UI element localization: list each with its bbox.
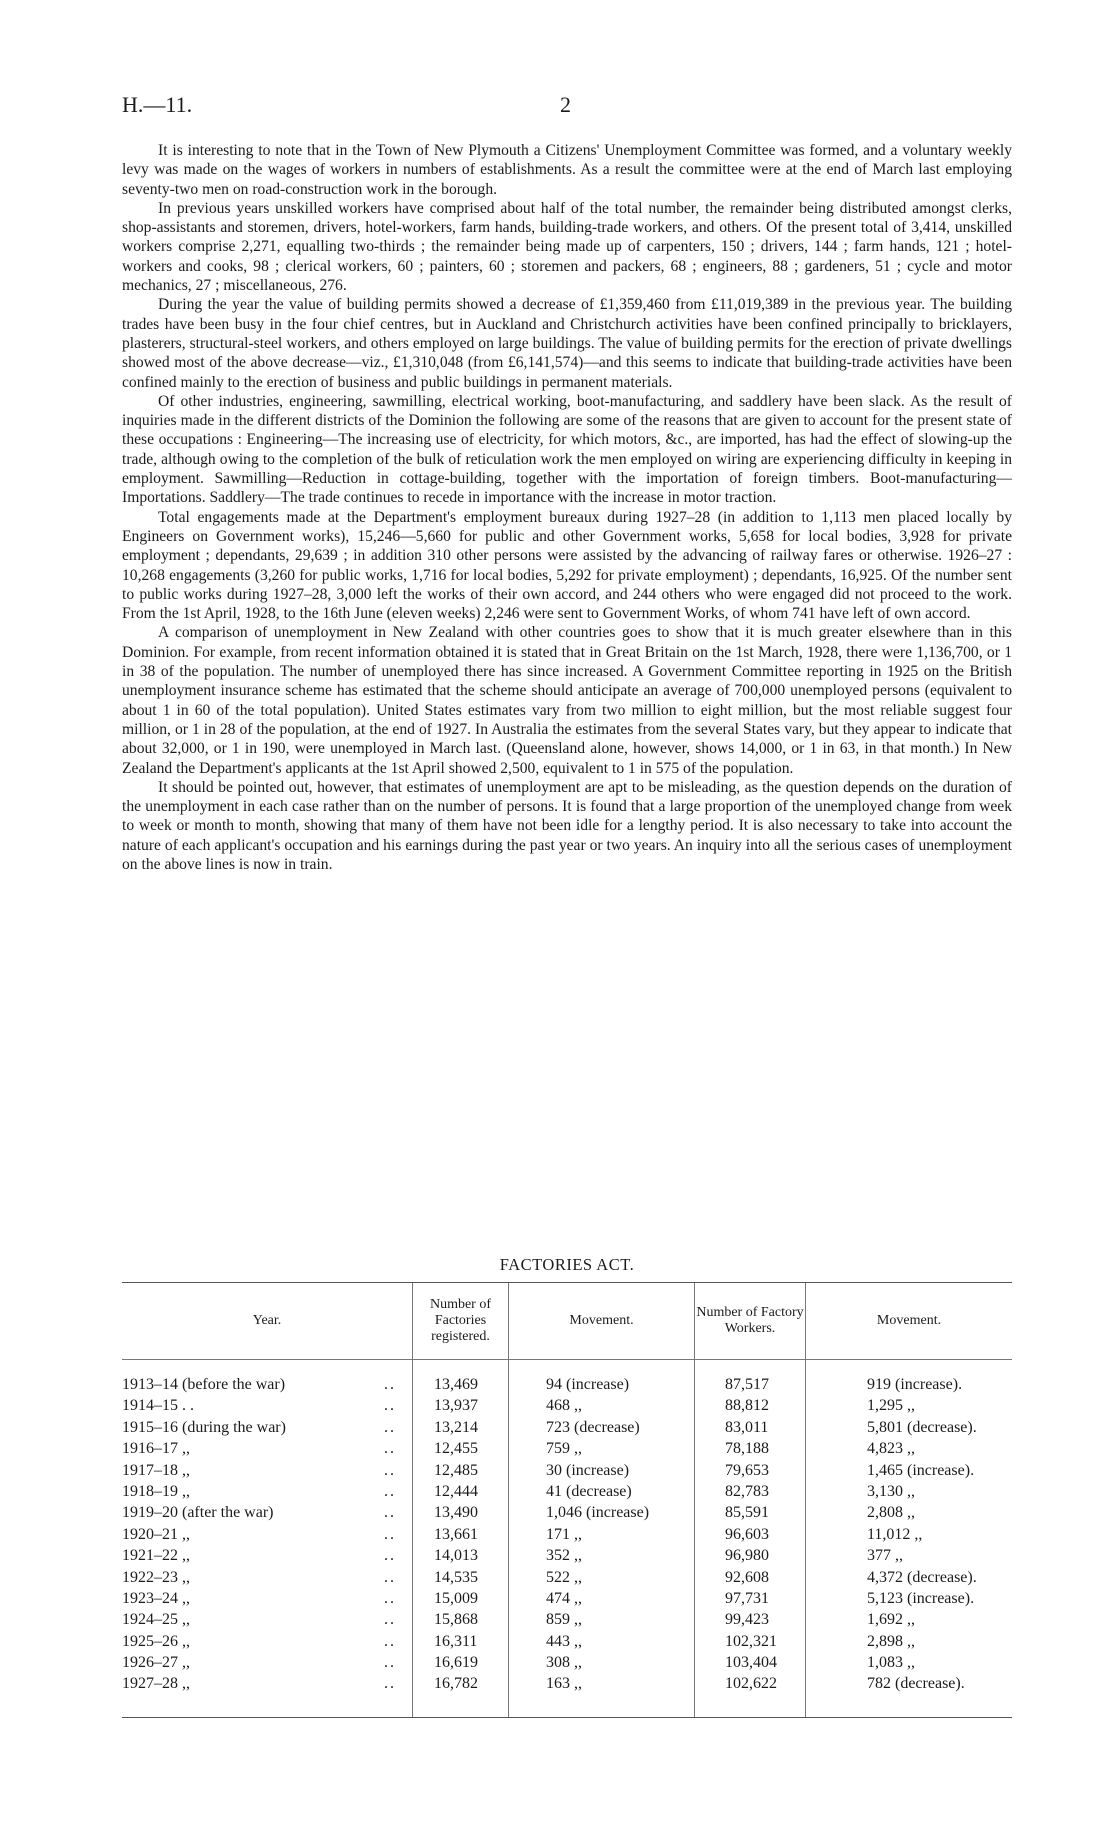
cell-movement-workers: 4,372 (decrease).: [867, 1568, 977, 1586]
table-row: [122, 1417, 1012, 1438]
cell-workers: 92,608: [725, 1568, 769, 1586]
cell-leader-dots: ..: [384, 1547, 396, 1565]
paragraph-unskilled-workers: In previous years unskilled workers have comprised about half of the total number, the remainder being distributed amongst clerks, shop-assistants and storemen, drivers, hotel-workers, farm hands, building-trade workers, and others. Of the present total of 3,414, unskilled workers comprise 2,271, equalling two-thirds ; the remainder being made up of carpenters, 150 ; drivers, 144 ; farm hands, 121 ; hotel-workers and cooks, 98 ; clerical workers, 60 ; painters, 60 ; storemen and packers, 68 ; engineers, 88 ; gardeners, 51 ; cycle and motor mechanics, 27 ; miscellaneous, 276.: [122, 199, 1012, 295]
cell-movement-workers: 11,012 ,,: [867, 1525, 923, 1543]
cell-movement-workers: 782 (decrease).: [867, 1675, 965, 1693]
cell-workers: 83,011: [725, 1418, 769, 1436]
cell-factories: 16,782: [434, 1675, 478, 1693]
cell-movement-workers: 5,123 (increase).: [867, 1589, 975, 1607]
table-row: [122, 1673, 1012, 1694]
cell-workers: 96,603: [725, 1525, 769, 1543]
cell-movement-workers: 1,083 ,,: [867, 1654, 915, 1672]
cell-movement-factories: 723 (decrease): [546, 1418, 640, 1436]
cell-leader-dots: ..: [384, 1440, 396, 1458]
cell-movement-workers: 919 (increase).: [867, 1376, 963, 1393]
cell-leader-dots: ..: [384, 1482, 396, 1500]
page-number: 2: [560, 92, 571, 117]
cell-factories: 15,009: [434, 1589, 478, 1607]
cell-leader-dots: ..: [384, 1611, 396, 1629]
cell-year: 1913–14 (before the war): [122, 1376, 286, 1393]
paragraph-other-industries: Of other industries, engineering, sawmilling, electrical working, boot-manufacturing, and saddlery have been slack. As the result of inquiries made in the different districts of the Dominion the following are some of the reasons that are given to account for the present state of these occupations : Engineering—The increasing use of electricity, for which motors, &c., are imported, has had the effect of slowing-up the trade, although owing to the completion of the bulk of reticulation work the men employed on wiring are experiencing difficulty in keeping in employment. Sawmilling—Reduction in cottage-building, together with the importation of foreign timbers. Boot-manufacturing—Importations. Saddlery—The trade continues to recede in importance with the increase in motor traction.: [122, 392, 1012, 507]
paragraph-estimates: It should be pointed out, however, that estimates of unemployment are apt to be misleading, as the question depends on the duration of the unemployment in each case rather than on the number of persons. It is found that a large proportion of the unemployed change from week to week or month to month, showing that many of them have not been idle for a lengthy period. It is also necessary to take into account the nature of each applicant's occupation and his earnings during the past year or two years. An inquiry into all the serious cases of unemployment on the above lines is now in train.: [122, 778, 1012, 873]
cell-workers: 102,622: [725, 1675, 777, 1693]
cell-movement-factories: 30 (increase): [546, 1461, 630, 1479]
cell-factories: 16,619: [434, 1654, 478, 1672]
cell-year: 1923–24 ,,: [122, 1589, 190, 1607]
cell-leader-dots: ..: [384, 1568, 396, 1586]
cell-movement-factories: 859 ,,: [546, 1611, 582, 1629]
table-body: [122, 1360, 1012, 1717]
cell-year: 1924–25 ,,: [122, 1611, 190, 1629]
cell-movement-workers: 2,898 ,,: [867, 1632, 915, 1650]
cell-factories: 14,013: [434, 1547, 478, 1565]
table-row: [122, 1502, 1012, 1523]
cell-workers: 85,591: [725, 1504, 769, 1522]
cell-movement-workers: 1,295 ,,: [867, 1397, 915, 1415]
paragraph-new-plymouth: It is interesting to note that in the Town of New Plymouth a Citizens' Unemployment Committee was formed, and a voluntary weekly levy was made on the wages of workers in numbers of establishments. As a result the committee were at the end of March last employing seventy-two men on road-construction work in the borough.: [122, 142, 1012, 198]
cell-factories: 13,661: [434, 1525, 478, 1543]
cell-leader-dots: ..: [384, 1376, 396, 1393]
cell-movement-factories: 171 ,,: [546, 1525, 582, 1543]
cell-movement-factories: 352 ,,: [546, 1547, 582, 1565]
cell-year: 1916–17 ,,: [122, 1440, 190, 1458]
page-header: [122, 92, 1012, 122]
cell-workers: 97,731: [725, 1589, 769, 1607]
table-row: [122, 1374, 1012, 1395]
table-header: [122, 1283, 1012, 1360]
cell-year: 1922–23 ,,: [122, 1568, 190, 1586]
cell-factories: 16,311: [434, 1632, 478, 1650]
cell-leader-dots: ..: [384, 1461, 396, 1479]
table-row: [122, 1631, 1012, 1652]
cell-movement-factories: 759 ,,: [546, 1440, 582, 1458]
cell-factories: 15,868: [434, 1611, 478, 1629]
header-workers: Number of Factory Workers.: [696, 1305, 804, 1336]
cell-leader-dots: ..: [384, 1654, 396, 1672]
cell-leader-dots: ..: [384, 1504, 396, 1522]
table-row: [122, 1567, 1012, 1588]
document-code: H.—11.: [122, 92, 193, 117]
column-divider: [805, 1283, 806, 1359]
cell-factories: 14,535: [434, 1568, 478, 1586]
cell-workers: 99,423: [725, 1611, 769, 1629]
cell-movement-factories: 443 ,,: [546, 1632, 582, 1650]
cell-movement-workers: 2,808 ,,: [867, 1504, 915, 1522]
paragraph-building-permits: During the year the value of building permits showed a decrease of £1,359,460 from £11,019,389 in the previous year. The building trades have been busy in the four chief centres, but in Auckland and Christchurch activities have been confined principally to bricklayers, plasterers, structural-steel workers, and others employed on large buildings. The value of building permits for the erection of private dwellings showed most of the above decrease—viz., £1,310,048 (from £6,141,574)—and this seems to indicate that building-trade activities have been confined mainly to the erection of business and public buildings in permanent materials.: [122, 296, 1012, 391]
cell-movement-workers: 3,130 ,,: [867, 1482, 915, 1500]
header-movement-factories: Movement.: [569, 1313, 634, 1328]
cell-workers: 96,980: [725, 1547, 769, 1565]
cell-year: 1927–28 ,,: [122, 1675, 190, 1693]
cell-movement-factories: 308 ,,: [546, 1654, 582, 1672]
cell-workers: 87,517: [725, 1376, 769, 1393]
cell-movement-workers: 377 ,,: [867, 1547, 903, 1565]
column-divider: [412, 1283, 413, 1359]
cell-factories: 12,485: [434, 1461, 478, 1479]
cell-year: 1925–26 ,,: [122, 1632, 190, 1650]
cell-workers: 78,188: [725, 1440, 769, 1458]
body-text: [122, 141, 1012, 874]
cell-workers: 79,653: [725, 1461, 769, 1479]
table-row: [122, 1524, 1012, 1545]
paragraph-comparison: A comparison of unemployment in New Zealand with other countries goes to show that it is much greater elsewhere than in this Dominion. For example, from recent information obtained it is stated that in Great Britain on the 1st March, 1928, there were 1,136,700, or 1 in 38 of the population. The number of unemployed there has since increased. A Government Committee reporting in 1925 on the British unemployment insurance scheme has estimated that the scheme should anticipate an average of 700,000 unemployed persons (equivalent to about 1 in 60 of the total population). United States estimates vary from two million to eight million, but the most reliable suggest four million, or 1 in 28 of the population, at the end of 1927. In Australia the estimates from the several States vary, but they appear to indicate that about 32,000, or 1 in 190, were unemployed in March last. (Queensland alone, however, shows 14,000, or 1 in 63, in that month.) In New Zealand the Department's applicants at the 1st April showed 2,500, equivalent to 1 in 575 of the population.: [122, 624, 1012, 777]
table-row: [122, 1395, 1012, 1416]
cell-leader-dots: ..: [384, 1397, 396, 1415]
cell-movement-workers: 1,465 (increase).: [867, 1461, 975, 1479]
cell-year: 1914–15 . .: [122, 1397, 194, 1415]
cell-leader-dots: ..: [384, 1675, 396, 1693]
header-year: Year.: [252, 1313, 282, 1328]
column-divider: [694, 1283, 695, 1359]
cell-movement-factories: 163 ,,: [546, 1675, 582, 1693]
cell-workers: 88,812: [725, 1397, 769, 1415]
table-row: [122, 1460, 1012, 1481]
cell-leader-dots: ..: [384, 1632, 396, 1650]
cell-movement-factories: 1,046 (increase): [546, 1504, 650, 1522]
paragraph-total-engagements: Total engagements made at the Department's employment bureaux during 1927–28 (in addition to 1,113 men placed locally by Engineers on Government works), 15,246—5,660 for public and other Government works, 5,658 for local bodies, 3,928 for private employment ; dependants, 29,639 ; in addition 310 other persons were assisted by the advancing of railway fares or otherwise. 1926–27 : 10,268 engagements (3,260 for public works, 1,716 for local bodies, 5,292 for private employment) ; dependants, 16,925. Of the number sent to public works during 1927–28, 3,000 left the works of their own accord, and 244 others who were engaged did not proceed to the work. From the 1st April, 1928, to the 16th June (eleven weeks) 2,246 were sent to Government Works, of whom 741 have left of own accord.: [122, 508, 1012, 623]
cell-leader-dots: ..: [384, 1418, 396, 1436]
table-row: [122, 1545, 1012, 1566]
table-row: [122, 1609, 1012, 1630]
cell-year: 1921–22 ,,: [122, 1547, 190, 1565]
cell-movement-factories: 474 ,,: [546, 1589, 582, 1607]
cell-factories: 13,937: [434, 1397, 478, 1415]
cell-movement-factories: 94 (increase): [546, 1376, 630, 1393]
cell-year: 1915–16 (during the war): [122, 1418, 286, 1436]
table-title: FACTORIES ACT.: [499, 1255, 635, 1274]
column-divider: [508, 1283, 509, 1359]
cell-movement-factories: 468 ,,: [546, 1397, 582, 1415]
cell-movement-workers: 4,823 ,,: [867, 1440, 915, 1458]
cell-year: 1920–21 ,,: [122, 1525, 190, 1543]
factories-table: [122, 1282, 1012, 1718]
cell-year: 1919–20 (after the war): [122, 1504, 274, 1522]
cell-leader-dots: ..: [384, 1525, 396, 1543]
cell-factories: 13,214: [434, 1418, 478, 1436]
table-row: [122, 1652, 1012, 1673]
cell-factories: 13,469: [434, 1376, 478, 1393]
table-row: [122, 1481, 1012, 1502]
cell-year: 1926–27 ,,: [122, 1654, 190, 1672]
cell-movement-factories: 522 ,,: [546, 1568, 582, 1586]
cell-movement-factories: 41 (decrease): [546, 1482, 632, 1500]
header-factories: Number of Factories registered.: [429, 1297, 492, 1344]
cell-year: 1918–19 ,,: [122, 1482, 190, 1500]
table-row: [122, 1438, 1012, 1459]
cell-movement-workers: 5,801 (decrease).: [867, 1418, 977, 1436]
cell-factories: 12,455: [434, 1440, 478, 1458]
cell-workers: 103,404: [725, 1654, 777, 1672]
cell-year: 1917–18 ,,: [122, 1461, 190, 1479]
cell-factories: 12,444: [434, 1482, 478, 1500]
cell-factories: 13,490: [434, 1504, 478, 1522]
cell-workers: 102,321: [725, 1632, 777, 1650]
cell-leader-dots: ..: [384, 1589, 396, 1607]
cell-movement-workers: 1,692 ,,: [867, 1611, 915, 1629]
table-row: [122, 1588, 1012, 1609]
header-movement-workers: Movement.: [876, 1313, 942, 1328]
cell-workers: 82,783: [725, 1482, 769, 1500]
